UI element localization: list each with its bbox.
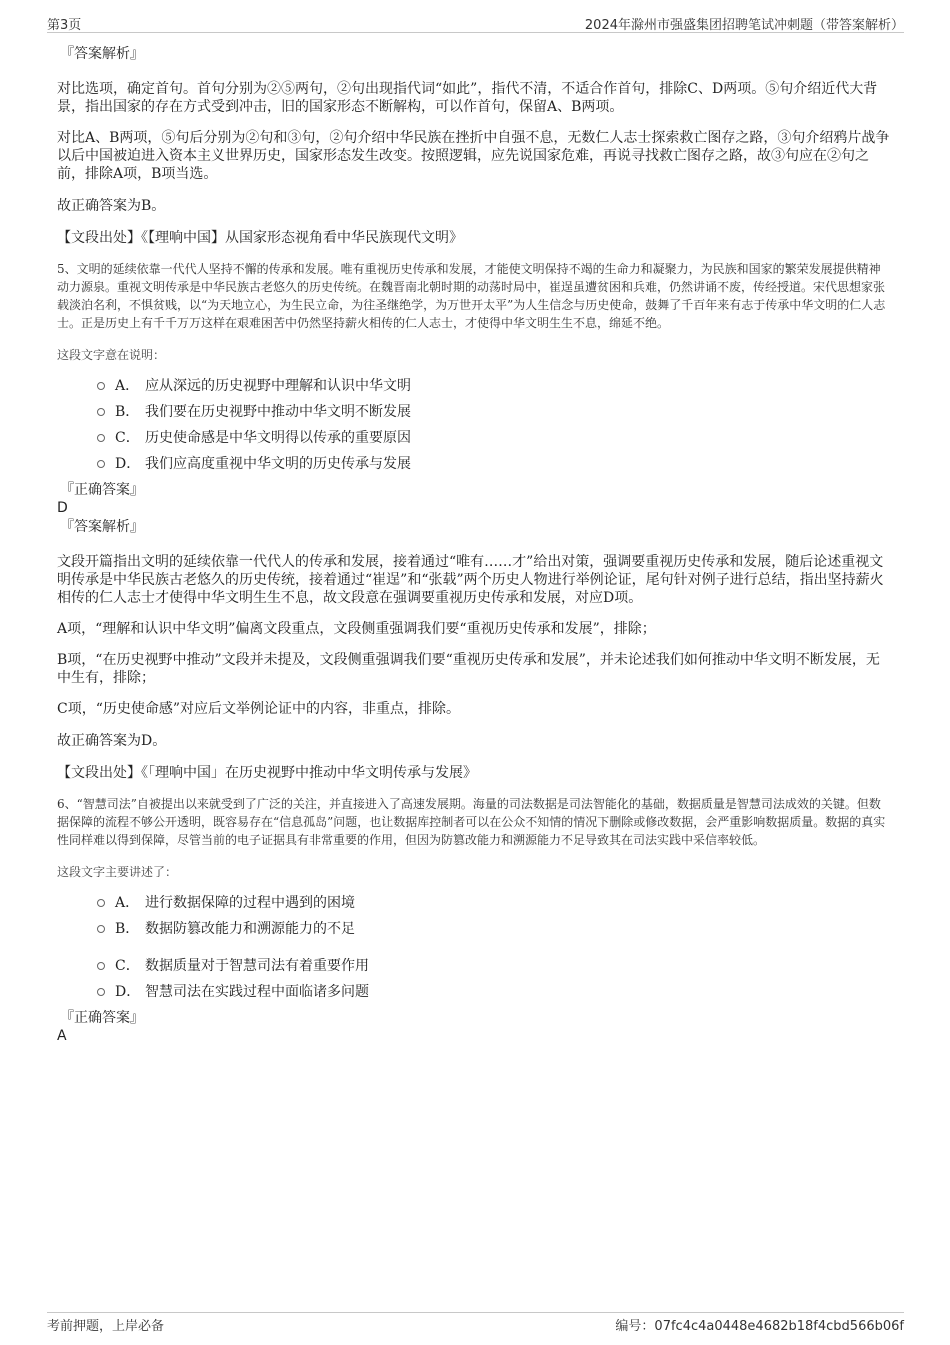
q4-analysis-label: 『答案解析』 — [60, 46, 144, 62]
q5-analysis-p2: A项，“理解和认识中华文明”偏离文段重点，文段侧重强调我们要“重视历史传承和发展”，排除； — [57, 621, 656, 637]
q4-source: 【文段出处】《【理响中国】从国家形态视角看中华民族现代文明》 — [57, 230, 463, 246]
q5-stem: 5、文明的延续依靠一代代人坚持不懈的传承和发展。唯有重视历史传承和发展，才能使文明保持不竭的生命力和凝聚力，为民族和国家的繁荣发展提供精神动力源泉。重视文明传承是中华民族古老悠久的历史传统。在魏晋南北朝时期的动荡时局中，崔逞虽遭贫困和兵难，仍然讲诵不废，传经授道。宋代思想家张载淡泊名利，不惧贫贱，以“为天地立心，为生民立命，为往圣继绝学，为万世开太平”为人生信念与历史使命，鼓舞了千百年来有志于传承中华文明的仁人志士。正是历史上有千千万万这样在艰难困苦中仍然坚持薪火相传的仁人志士，才使得中华文明生生不息，绵延不绝。 — [57, 262, 886, 330]
q6-option-b[interactable]: B． 数据防篡改能力和溯源能力的不足 — [57, 920, 892, 938]
q5-option-a[interactable]: A． 应从深远的历史视野中理解和认识中华文明 — [57, 377, 892, 395]
q5-analysis-p3: B项，“在历史视野中推动”文段并未提及，文段侧重强调我们要“重视历史传承和发展”，并未论述我们如何推动中华文明不断发展，无中生有，排除； — [57, 652, 880, 686]
q4-analysis-p2: 对比A、B两项，⑤句后分别为②句和③句，②句介绍中华民族在挫折中自强不息，无数仁人志士探索救亡图存之路，③句介绍鸦片战争以后中国被迫进入资本主义世界历史，国家形态发生改变。按照逻辑，应先说国家危难，再说寻找救亡图存之路，故③句应在②句之前，排除A项，B项当选。 — [57, 130, 890, 182]
q5-answer-label: 『正确答案』 — [60, 482, 144, 498]
q5-option-b[interactable]: B． 我们要在历史视野中推动中华文明不断发展 — [57, 403, 892, 421]
q5-answer: D — [57, 500, 68, 516]
radio-icon[interactable] — [97, 434, 105, 442]
radio-icon[interactable] — [97, 925, 105, 933]
q5-analysis-p5: 故正确答案为D。 — [57, 733, 167, 749]
document-code — [615, 1315, 904, 1334]
q6-lead: 这段文字主要讲述了： — [57, 865, 178, 879]
q6-option-a[interactable]: A． 进行数据保障的过程中遇到的困境 — [57, 894, 892, 912]
q5-analysis-label: 『答案解析』 — [60, 519, 144, 535]
q5-option-c[interactable]: C． 历史使命感是中华文明得以传承的重要原因 — [57, 429, 892, 447]
q4-analysis-p3: 故正确答案为B。 — [57, 198, 166, 214]
radio-icon[interactable] — [97, 408, 105, 416]
q6-answer: A — [57, 1028, 67, 1044]
radio-icon[interactable] — [97, 988, 105, 996]
code-label: 编号： — [615, 1319, 655, 1334]
q6-option-d[interactable]: D． 智慧司法在实践过程中面临诸多问题 — [57, 983, 892, 1001]
document-title: 2024年滁州市强盛集团招聘笔试冲刺题（带答案解析） — [584, 18, 904, 33]
q5-options — [57, 377, 892, 473]
q6-option-c[interactable]: C． 数据质量对于智慧司法有着重要作用 — [57, 957, 892, 975]
page-header — [47, 14, 904, 33]
radio-icon[interactable] — [97, 460, 105, 468]
radio-icon[interactable] — [97, 382, 105, 390]
page-number: 第3页 — [47, 18, 82, 33]
q6-answer-label: 『正确答案』 — [60, 1010, 144, 1026]
q6-options — [57, 894, 892, 1001]
q5-analysis-p1: 文段开篇指出文明的延续依靠一代代人的传承和发展，接着通过“唯有……才”给出对策，强调要重视历史传承和发展，随后论述重视文明传承是中华民族古老悠久的历史传统，接着通过“崔逞”和“张载”两个历史人物进行举例论证，尾句针对例子进行总结，指出坚持薪火相传的仁人志士才使得中华文明生生不息，故文段意在强调要重视历史传承和发展，对应D项。 — [57, 554, 884, 606]
q4-analysis-p1: 对比选项，确定首句。首句分别为②⑤两句，②句出现指代词“如此”，指代不清，不适合作首句，排除C、D两项。⑤句介绍近代大背景，指出国家的存在方式受到冲击，旧的国家形态不断解构，可以作首句，保留A、B两项。 — [57, 81, 878, 115]
q5-lead: 这段文字意在说明： — [57, 348, 166, 362]
page-footer — [47, 1312, 904, 1333]
radio-icon[interactable] — [97, 899, 105, 907]
page-content — [57, 45, 892, 1045]
q5-source: 【文段出处】《「理响中国」在历史视野中推动中华文明传承与发展》 — [57, 765, 477, 781]
q5-analysis-p4: C项，“历史使命感”对应后文举例论证中的内容，非重点，排除。 — [57, 701, 461, 717]
code-value: 07fc4c4a0448e4682b18f4cbd566b06f — [654, 1319, 904, 1334]
radio-icon[interactable] — [97, 962, 105, 970]
q6-stem: 6、“智慧司法”自被提出以来就受到了广泛的关注，并直接进入了高速发展期。海量的司法数据是司法智能化的基础，数据质量是智慧司法成效的关键。但数据保障的流程不够公开透明，既容易存在“信息孤岛”问题，也让数据库控制者可以在公众不知情的情况下删除或修改数据，会严重影响数据质量。数据的真实性同样难以得到保障，尽管当前的电子证据具有非常重要的作用，但因为防篡改能力和溯源能力不足导致其在司法实践中采信率较低。 — [57, 797, 886, 847]
q5-option-d[interactable]: D． 我们应高度重视中华文明的历史传承与发展 — [57, 455, 892, 473]
footer-slogan: 考前押题，上岸必备 — [47, 1319, 165, 1334]
